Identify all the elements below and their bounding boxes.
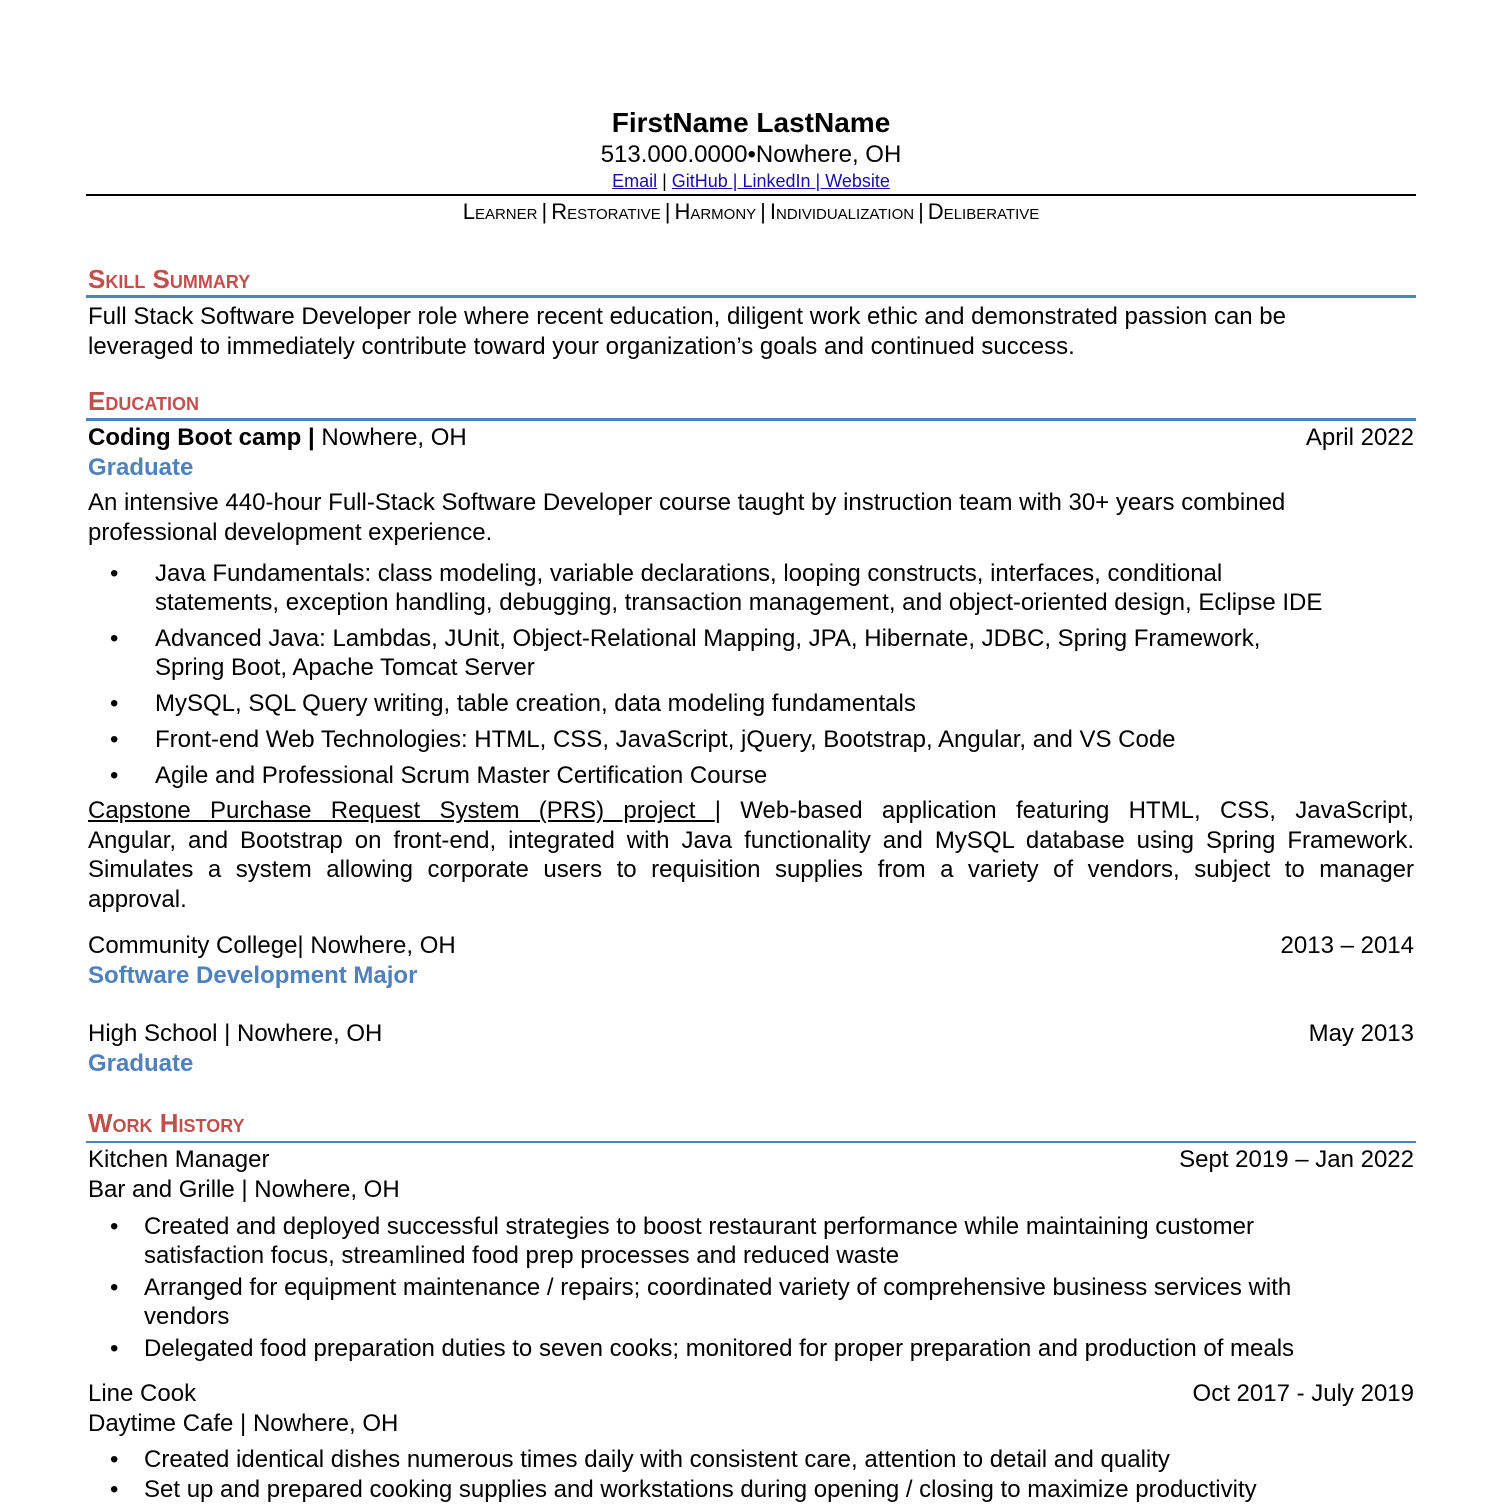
capstone-text: | Web-based application featuring HTML, CSS, JavaScript,	[714, 797, 1414, 824]
strength-item: Restorative	[551, 199, 661, 224]
credential: Graduate	[88, 1050, 194, 1077]
list-item	[110, 725, 1420, 754]
strength-separator: |	[541, 199, 548, 224]
strength-separator: |	[918, 199, 924, 224]
section-divider	[86, 295, 1416, 298]
bullet-icon: •	[110, 1446, 119, 1473]
education-date: 2013 – 2014	[1280, 932, 1414, 959]
strength-item: Deliberative	[927, 199, 1040, 224]
credential: Graduate	[88, 454, 194, 481]
bootcamp-description	[88, 488, 1414, 548]
list-item	[110, 1334, 1420, 1363]
skill-summary-text	[88, 302, 1414, 362]
bullet-icon: •	[110, 1335, 119, 1362]
bullet-text: Delegated food preparation duties to seven cooks; monitored for proper preparation and production of meals	[144, 1335, 1295, 1362]
bullet-text: satisfaction focus, streamlined food prep processes and reduced waste	[144, 1242, 900, 1269]
bullet-text: Created identical dishes numerous times daily with consistent care, attention to detail and quality	[144, 1446, 1170, 1473]
bullet-icon: •	[110, 1213, 119, 1240]
description-line: professional development experience.	[88, 519, 493, 546]
candidate-name: FirstName LastName	[611, 107, 891, 138]
job-bullets	[110, 1212, 1420, 1370]
list-item	[110, 559, 1420, 617]
section-title-work-history: Work History	[88, 1108, 245, 1138]
education-entry-high-school	[88, 1019, 1414, 1079]
bullet-text: Front-end Web Technologies: HTML, CSS, JavaScript, jQuery, Bootstrap, Angular, and VS Code	[155, 726, 1176, 753]
job-role: Kitchen Manager	[88, 1146, 270, 1173]
capstone-line	[88, 796, 1414, 826]
section-divider	[86, 418, 1416, 421]
capstone-title: Capstone Purchase Request System (PRS) project	[88, 797, 715, 824]
bullet-icon: •	[110, 560, 119, 587]
contact-line: 513.000.0000•Nowhere, OH	[600, 141, 902, 168]
school-location: Nowhere, OH	[314, 424, 467, 451]
job-dates: Sept 2019 – Jan 2022	[1179, 1146, 1414, 1173]
bullet-text: vendors	[144, 1303, 230, 1330]
bullet-icon: •	[110, 625, 119, 652]
section-title-education: Education	[88, 386, 199, 416]
link-separator: |	[657, 171, 672, 191]
bullet-icon: •	[110, 762, 119, 789]
bullet-text: statements, exception handling, debugging, transaction management, and object-oriented design, Eclipse IDE	[155, 589, 1323, 616]
strength-item: Learner	[462, 199, 538, 224]
list-item	[110, 1212, 1420, 1270]
strength-separator: |	[664, 199, 671, 224]
bullet-text: Agile and Professional Scrum Master Certification Course	[155, 762, 768, 789]
bullet-text: Set up and prepared cooking supplies and workstations during opening / closing to maximize productivity	[144, 1476, 1257, 1503]
capstone-line: approval.	[88, 885, 187, 913]
list-item	[110, 624, 1420, 682]
capstone-project	[88, 796, 1414, 914]
bullet-text: MySQL, SQL Query writing, table creation, data modeling fundamentals	[155, 690, 916, 717]
credential: Software Development Major	[88, 962, 418, 989]
strength-item: Individualization	[769, 199, 915, 224]
strengths-line	[88, 198, 1414, 226]
list-item	[110, 689, 1420, 718]
job-employer: Bar and Grille | Nowhere, OH	[88, 1176, 400, 1203]
section-divider	[86, 1141, 1416, 1143]
strength-separator: |	[760, 199, 766, 224]
bullet-icon: •	[110, 690, 119, 717]
bullet-text: Spring Boot, Apache Tomcat Server	[155, 654, 535, 681]
school-name: High School | Nowhere, OH	[88, 1020, 383, 1047]
bullet-text: Advanced Java: Lambdas, JUnit, Object-Relational Mapping, JPA, Hibernate, JDBC, Spring Framework,	[155, 625, 1261, 652]
job-employer: Daytime Cafe | Nowhere, OH	[88, 1410, 399, 1437]
strength-item: Harmony	[674, 199, 757, 224]
capstone-line: Angular, and Bootstrap on front-end, integrated with Java functionality and MySQL database using Spring Framework.	[88, 826, 1414, 854]
education-date: April 2022	[1305, 424, 1414, 451]
list-item	[110, 761, 1420, 790]
bullet-text: Arranged for equipment maintenance / repairs; coordinated variety of comprehensive business services with	[144, 1274, 1292, 1301]
school-name: Coding Boot camp |	[88, 424, 315, 451]
education-entry-community-college	[88, 931, 1414, 991]
bullet-text: Java Fundamentals: class modeling, variable declarations, looping constructs, interfaces, conditional	[155, 560, 1223, 587]
list-item	[110, 1273, 1420, 1331]
bullet-icon: •	[110, 1476, 119, 1503]
school-name: Community College| Nowhere, OH	[88, 932, 456, 959]
bullet-icon: •	[110, 1274, 119, 1301]
job-line-cook	[88, 1379, 1414, 1439]
job-dates: Oct 2017 - July 2019	[1192, 1380, 1414, 1407]
education-date: May 2013	[1308, 1020, 1414, 1047]
job-role: Line Cook	[88, 1380, 197, 1407]
bootcamp-skills-list	[110, 559, 1420, 797]
summary-line: Full Stack Software Developer role where recent education, diligent work ethic and demonstrated passion can be	[88, 303, 1286, 330]
summary-line: leveraged to immediately contribute toward your organization’s goals and continued success.	[88, 333, 1075, 360]
school-line	[88, 423, 467, 453]
section-title-skill-summary: Skill Summary	[88, 264, 251, 294]
description-line: An intensive 440-hour Full-Stack Software Developer course taught by instruction team with 30+ years combined	[88, 489, 1286, 516]
email-link[interactable]: Email	[612, 171, 658, 191]
list-item	[110, 1445, 1420, 1474]
bullet-text: Created and deployed successful strategies to boost restaurant performance while maintaining customer	[144, 1213, 1254, 1240]
capstone-line: Simulates a system allowing corporate users to requisition supplies from a variety of vendors, subject to manager	[88, 856, 1414, 883]
bullet-icon: •	[110, 726, 119, 753]
contact-links	[88, 171, 1414, 191]
job-kitchen-manager	[88, 1145, 1414, 1205]
education-entry-bootcamp	[88, 423, 1414, 483]
profiles-link[interactable]: GitHub | LinkedIn | Website	[671, 171, 890, 191]
job-bullets	[110, 1445, 1420, 1511]
header-divider	[86, 194, 1416, 196]
